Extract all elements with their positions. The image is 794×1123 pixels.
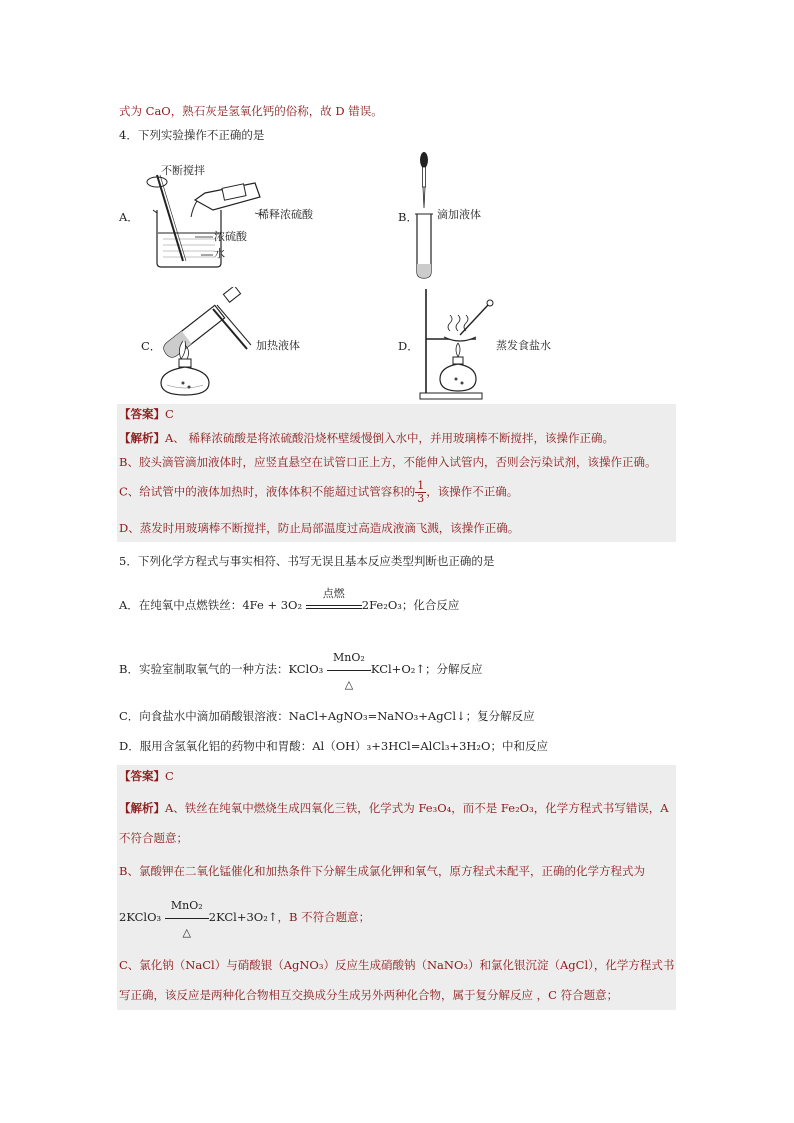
- q5-option-a: [119, 586, 460, 613]
- analysis-a1-text: A、铁丝在纯氧中燃烧生成四氧化三铁，化学式为 Fe₃O₄，而不是 Fe₂O₃，化学方程式书写错误，A: [165, 801, 669, 815]
- option-b-pre: B．实验室制取氧气的一种方法：: [119, 662, 289, 676]
- caption-evaporate: 蒸发食盐水: [496, 339, 551, 352]
- option-b-right: KCl+O₂↑: [370, 662, 425, 676]
- caption-heat-liquid: 加热液体: [256, 339, 300, 352]
- question-5-stem: 5．下列化学方程式与事实相符、书写无误且基本反应类型判断也正确的是: [119, 554, 495, 568]
- caption-water: 水: [214, 247, 225, 260]
- caption-dilute-acid: 稀释浓硫酸: [258, 208, 313, 221]
- q5-analysis-b-equation: [119, 898, 371, 939]
- q4-analysis-d: D、蒸发时用玻璃棒不断搅拌，防止局部温度过高造成液滴飞溅，该操作正确。: [119, 521, 520, 535]
- q4-analysis-a: [119, 430, 614, 446]
- caption-dropper: 滴加液体: [437, 208, 481, 221]
- condition-arrow: [306, 586, 362, 609]
- analysis-b-left: 2KClO₃: [119, 910, 162, 924]
- analysis-b-right: 2KCl+3O₂↑: [208, 910, 278, 924]
- analysis-tag: 【解析】: [119, 431, 165, 445]
- analysis-c-post: ，该操作不正确。: [426, 484, 519, 499]
- answer-value: C: [165, 407, 174, 421]
- fraction-numerator: 1: [417, 479, 425, 492]
- q5-option-b: [119, 650, 483, 691]
- condition-top: 点燃: [322, 586, 345, 600]
- analysis-c-pre: C、给试管中的液体加热时，液体体积不能超过试管容积的: [119, 484, 416, 499]
- q5-analysis-a1: [119, 800, 669, 816]
- analysis-condition-arrow: [165, 898, 209, 939]
- analysis-cond-top: MnO₂: [170, 898, 203, 912]
- q5-option-c: C．向食盐水中滴加硝酸银溶液：NaCl+AgNO₃=NaNO₃+AgCl↓；复分解反应: [119, 709, 535, 723]
- option-a-pre: A．在纯氧中点燃铁丝：: [119, 598, 243, 612]
- caption-conc-acid: 浓硫酸: [214, 230, 247, 243]
- analysis-cond-bottom: △: [182, 925, 192, 939]
- q5-answer: [119, 768, 174, 784]
- option-a-left: 4Fe + 3O₂: [242, 598, 303, 612]
- option-c-label: C．: [141, 339, 162, 353]
- option-d-label: D．: [398, 339, 419, 353]
- analysis-tag: 【解析】: [119, 801, 165, 815]
- condition-b-bottom: △: [344, 677, 354, 691]
- condition-arrow-b: [327, 650, 371, 691]
- q4-analysis-c: [119, 480, 518, 505]
- q5-analysis-b1: B、氯酸钾在二氧化锰催化和加热条件下分解生成氯化钾和氧气，原方程式未配平，正确的化学方程式为: [119, 864, 645, 878]
- q5-analysis-c1: C、氯化钠（NaCl）与硝酸银（AgNO₃）反应生成硝酸钠（NaNO₃）和氯化银沉淀（AgCl），化学方程式书: [119, 958, 675, 972]
- condition-b-top: MnO₂: [333, 650, 365, 664]
- answer-tag: 【答案】: [119, 407, 165, 421]
- option-a-label: A．: [119, 210, 139, 224]
- evaporate-figure: [418, 287, 498, 402]
- q5-analysis-c2: 写正确，该反应是两种化合物相互交换成分生成另外两种化合物，属于复分解反应 ，C 符合题意；: [119, 988, 619, 1002]
- option-b-post: ；分解反应: [425, 662, 483, 676]
- analysis-a-text: A、 稀释浓硫酸是将浓硫酸沿烧杯壁缓慢倒入水中，并用玻璃棒不断搅拌，该操作正确。: [165, 431, 614, 445]
- fraction-denominator: 3: [417, 492, 425, 505]
- caption-stir: 不断搅拌: [161, 164, 205, 177]
- q5-option-d: D．服用含氢氧化铝的药物中和胃酸：Al（OH）₃+3HCl=AlCl₃+3H₂O；中和反应: [119, 739, 548, 753]
- answer-tag: 【答案】: [119, 769, 165, 783]
- heat-liquid-figure: [155, 287, 260, 402]
- analysis-b-post: ，B 不符合题意；: [277, 910, 371, 924]
- option-b-label: B．: [398, 210, 418, 224]
- option-b-left: KClO₃: [288, 662, 324, 676]
- answer-value: C: [165, 769, 174, 783]
- question-4-stem: 4．下列实验操作不正确的是: [119, 128, 265, 142]
- option-a-right: 2Fe₂O₃: [361, 598, 402, 612]
- fraction-one-third: [415, 480, 426, 505]
- q4-answer: [119, 406, 174, 422]
- option-a-post: ；化合反应: [401, 598, 460, 612]
- q5-analysis-a2: 不符合题意；: [119, 831, 188, 845]
- continued-explanation: 式为 CaO，熟石灰是氢氧化钙的俗称，故 D 错误。: [119, 104, 383, 118]
- q4-analysis-b: B、胶头滴管滴加液体时，应竖直悬空在试管口正上方，不能伸入试管内，否则会污染试剂，该操作正确。: [119, 455, 657, 469]
